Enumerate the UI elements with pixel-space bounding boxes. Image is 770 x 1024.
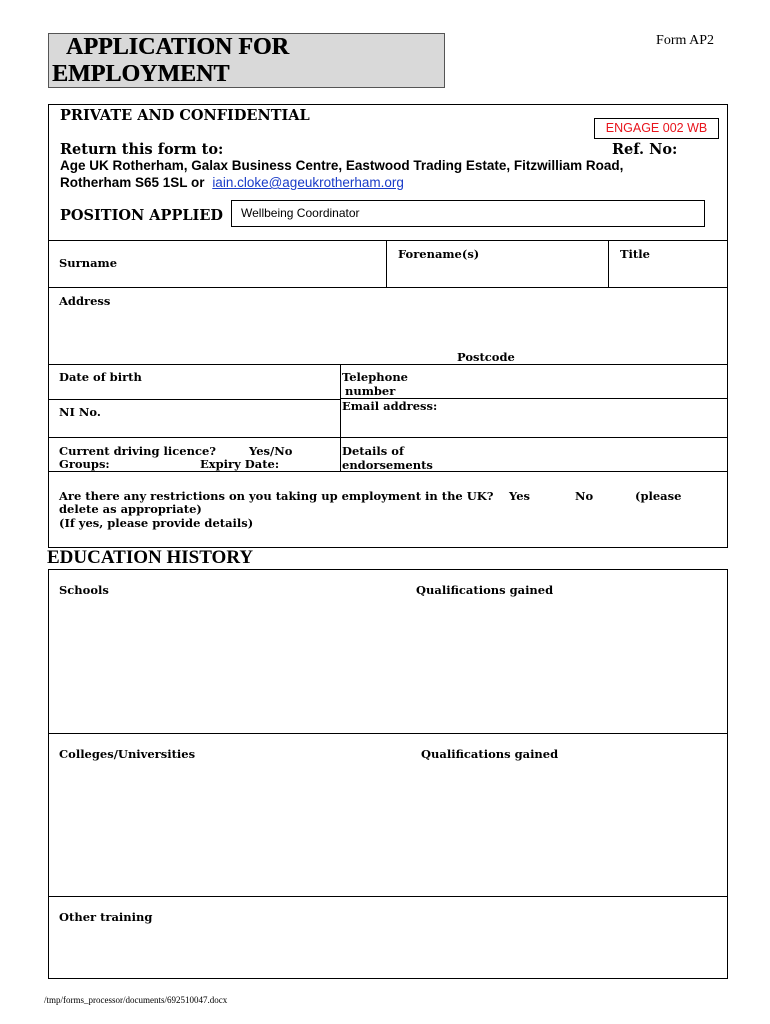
address-line-2-text: Rotherham S65 1SL or bbox=[60, 175, 205, 190]
divider bbox=[48, 896, 728, 897]
email-label: Email address: bbox=[342, 399, 438, 413]
expiry-label: Expiry Date: bbox=[200, 457, 280, 471]
licence-yes-no: Yes/No bbox=[249, 444, 293, 458]
position-label: POSITION APPLIED bbox=[60, 207, 223, 224]
form-code: Form AP2 bbox=[656, 33, 714, 48]
restrictions-if-yes: (If yes, please provide details) bbox=[59, 516, 254, 530]
restrictions-no: No bbox=[575, 489, 594, 503]
ref-no-label: Ref. No: bbox=[612, 141, 678, 158]
groups-label: Groups: bbox=[59, 457, 110, 471]
document-path: /tmp/forms_processor/documents/692510047.docx bbox=[44, 995, 228, 1005]
divider bbox=[48, 437, 728, 438]
restrictions-delete: delete as appropriate) bbox=[59, 502, 202, 516]
schools-label: Schools bbox=[59, 583, 109, 597]
licence-label: Current driving licence? bbox=[59, 444, 217, 458]
ni-label: NI No. bbox=[59, 405, 101, 419]
dob-label: Date of birth bbox=[59, 370, 142, 384]
divider bbox=[608, 240, 609, 288]
divider bbox=[48, 364, 728, 365]
private-label: PRIVATE AND CONFIDENTIAL bbox=[60, 107, 310, 124]
address-line-1: Age UK Rotherham, Galax Business Centre, Eastwood Trading Estate, Fitzwilliam Road, bbox=[60, 158, 624, 173]
address-line-2 bbox=[60, 174, 710, 191]
schools-qualifications-label: Qualifications gained bbox=[416, 583, 554, 597]
divider bbox=[48, 471, 728, 472]
divider bbox=[340, 364, 341, 471]
restrictions-question: Are there any restrictions on you taking up employment in the UK? bbox=[59, 489, 494, 503]
page-title bbox=[52, 34, 442, 88]
colleges-qualifications-label: Qualifications gained bbox=[421, 747, 559, 761]
endorsements-line-1: Details of bbox=[342, 444, 404, 458]
endorsements-line-2: endorsements bbox=[342, 457, 433, 472]
education-heading: EDUCATION HISTORY bbox=[47, 547, 254, 568]
surname-label: Surname bbox=[59, 256, 118, 270]
restrictions-yes: Yes bbox=[509, 489, 531, 503]
colleges-label: Colleges/Universities bbox=[59, 747, 196, 761]
title-line-2: EMPLOYMENT bbox=[52, 61, 230, 87]
reference-code: ENGAGE 002 WB bbox=[594, 118, 719, 139]
divider bbox=[386, 240, 387, 288]
position-value: Wellbeing Coordinator bbox=[241, 206, 360, 220]
title-label: Title bbox=[620, 247, 650, 261]
telephone-label-1: Telephone bbox=[342, 370, 408, 384]
restrictions-please: (please bbox=[635, 489, 682, 503]
telephone-label bbox=[342, 371, 408, 398]
return-address bbox=[60, 157, 710, 191]
divider bbox=[48, 287, 728, 288]
divider bbox=[48, 399, 340, 400]
title-line-1: APPLICATION FOR bbox=[66, 34, 289, 60]
divider bbox=[48, 240, 728, 241]
return-label: Return this form to: bbox=[60, 141, 224, 158]
divider bbox=[48, 733, 728, 734]
endorsements-label bbox=[342, 445, 433, 472]
telephone-label-2: number bbox=[345, 383, 396, 398]
address-label: Address bbox=[59, 294, 111, 308]
postcode-label: Postcode bbox=[457, 350, 515, 364]
forenames-label: Forename(s) bbox=[398, 247, 480, 261]
other-training-label: Other training bbox=[59, 910, 153, 924]
email-link[interactable]: iain.cloke@ageukrotherham.org bbox=[212, 175, 404, 190]
